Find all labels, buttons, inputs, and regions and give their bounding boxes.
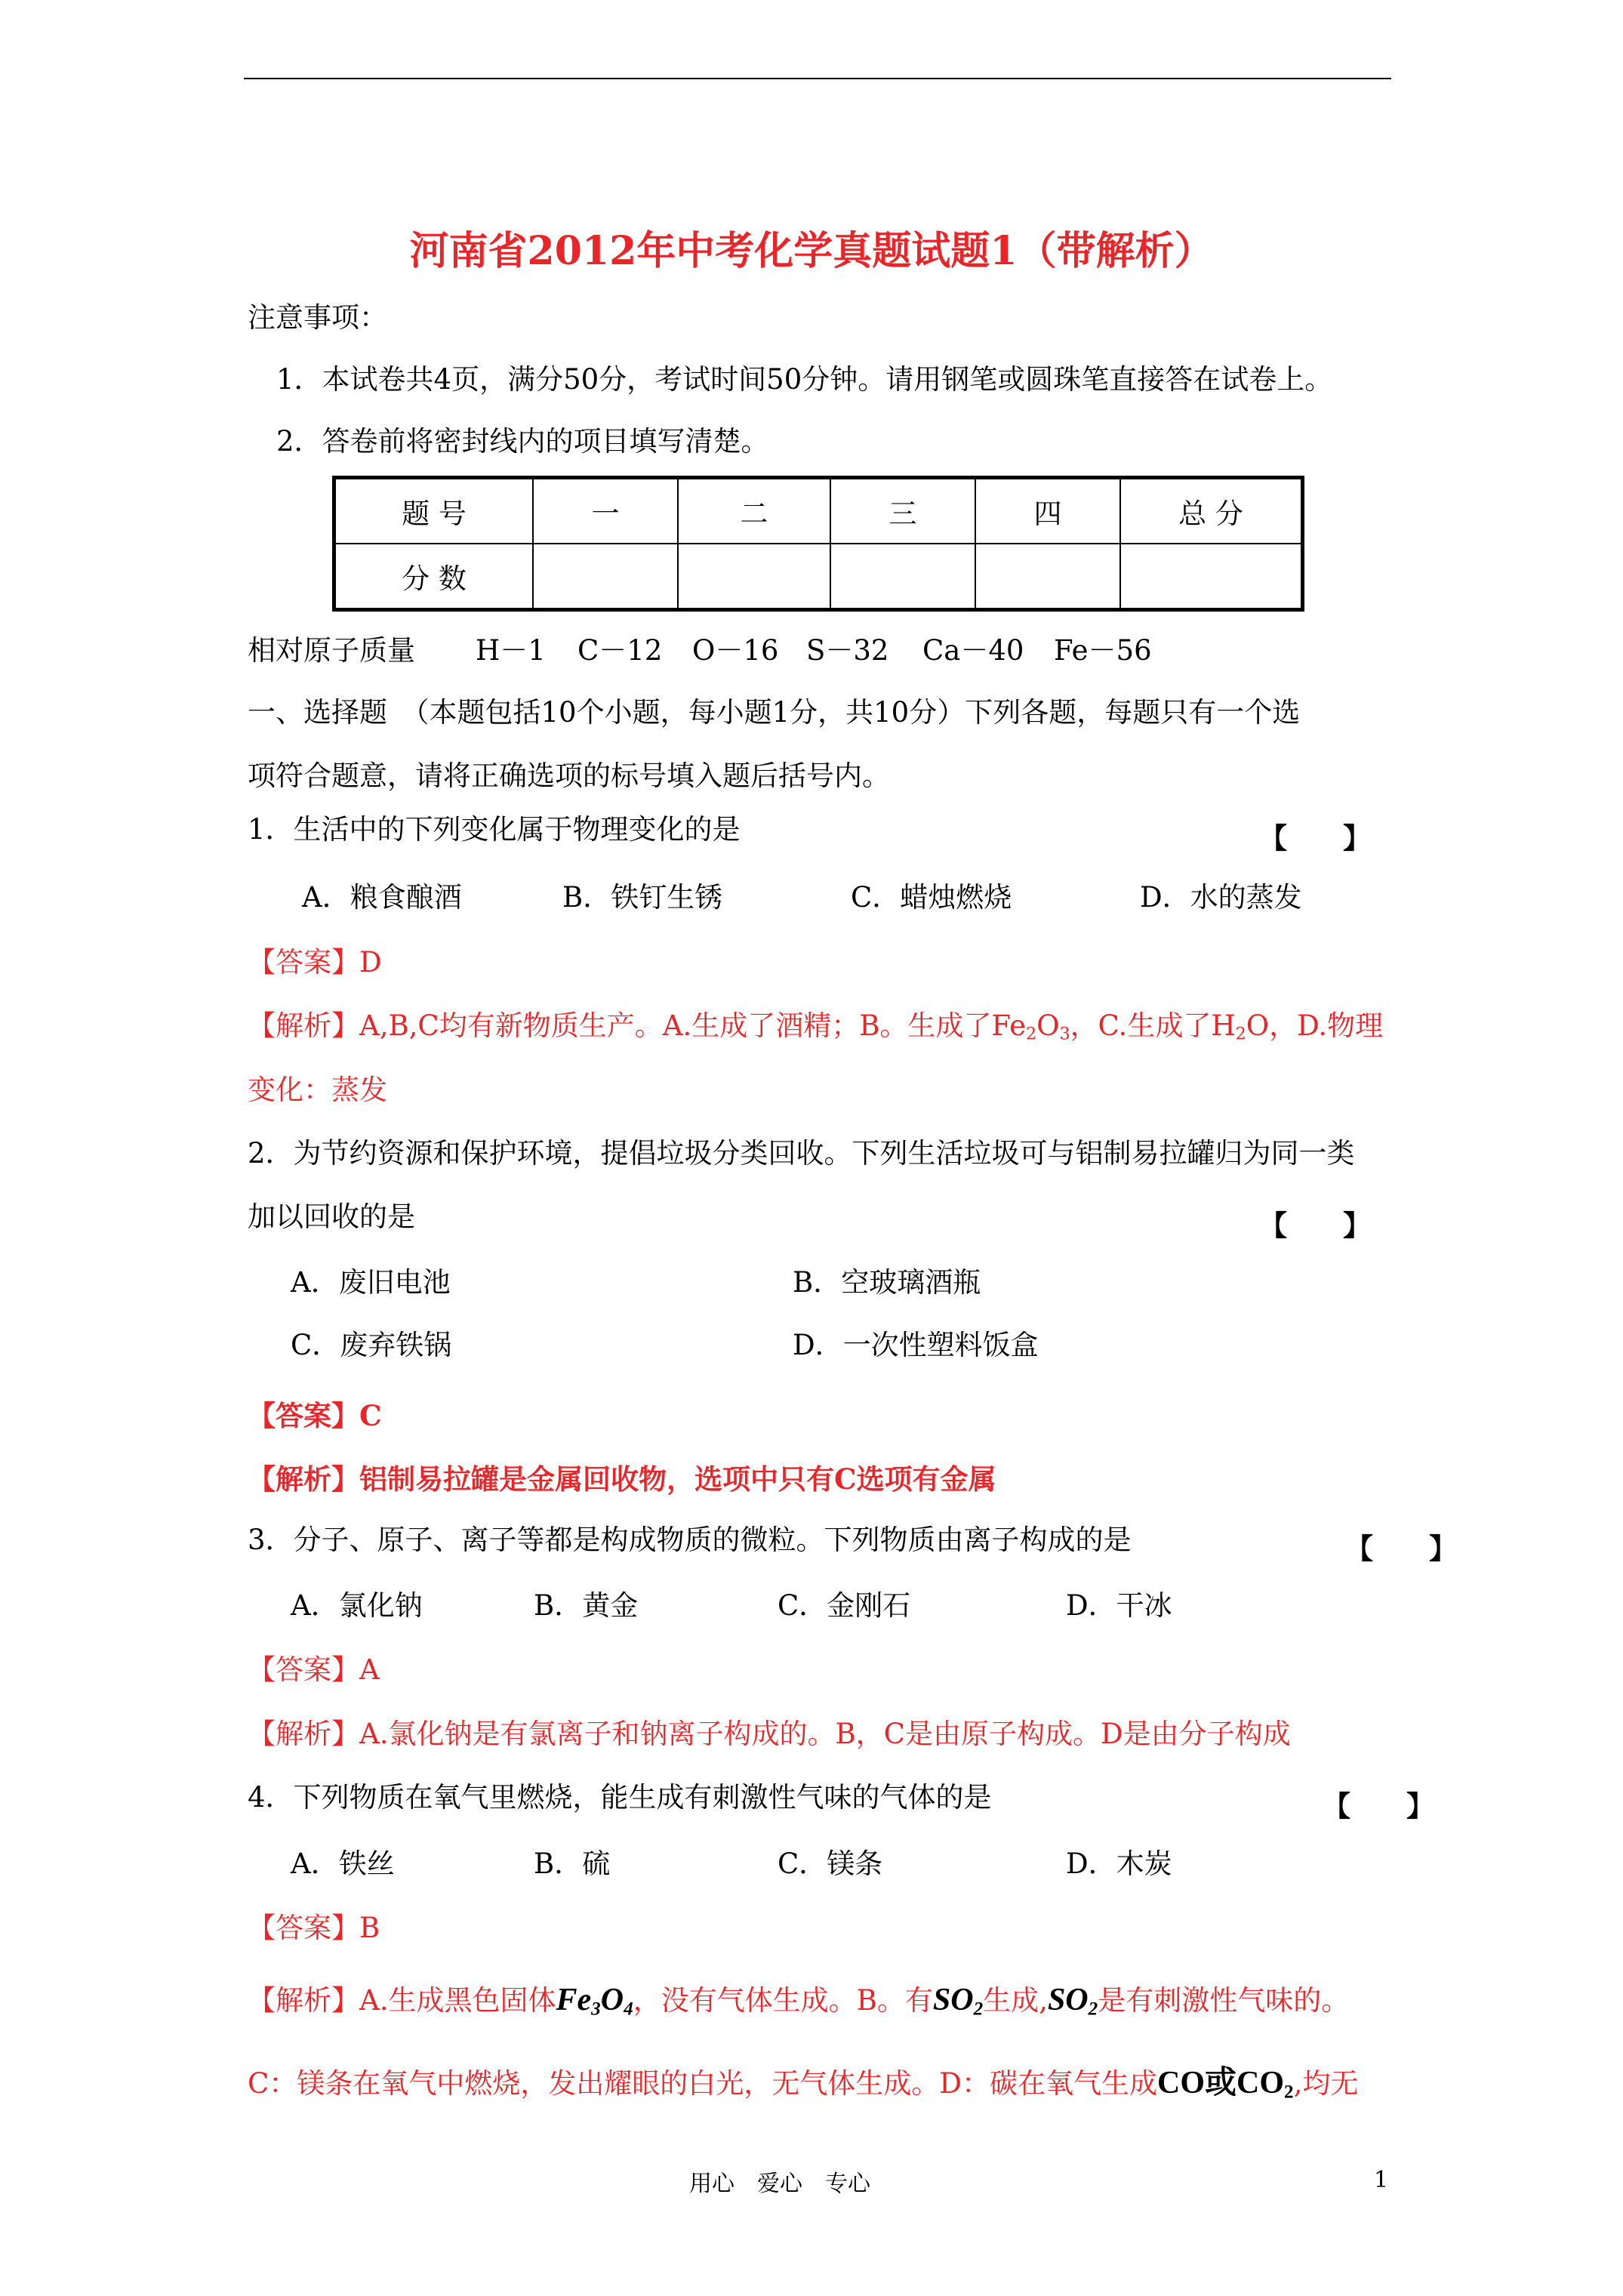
atomic-mass-item: Fe－56: [1054, 634, 1152, 667]
score-cell[interactable]: [830, 544, 975, 610]
q1-analysis: 【解析】A,B,C均有新物质生产。A.生成了酒精；B。生成了$Fe_2O_3$，C.生成了$H_2O$，D.物理: [248, 1009, 1384, 1044]
q2-stem-cont: 加以回收的是: [248, 1200, 415, 1233]
q3-answer: 【答案】A: [248, 1653, 380, 1686]
q4-analysis-cont: C：镁条在氧气中燃烧，发出耀眼的白光，无气体生成。D：碳在氧气生成CO或$CO_2$,均无: [248, 2066, 1359, 2103]
q3-option-c: C．金刚石: [778, 1589, 911, 1622]
formula-so2: $SO_2$: [932, 1983, 984, 2020]
score-table-score-row: [334, 544, 1303, 610]
q4-option-b: B．硫: [534, 1848, 611, 1880]
page-number: 1: [1374, 2167, 1389, 2193]
formula-h2o: $H_2O$: [1211, 1009, 1270, 1044]
q1-option-d: D．水的蒸发: [1140, 881, 1302, 914]
score-cell[interactable]: [975, 544, 1120, 610]
score-table-header: 三: [830, 478, 975, 544]
formula-co: CO: [1156, 2066, 1205, 2100]
q3-analysis: 【解析】A.氯化钠是有氯离子和钠离子构成的。B，C是由原子构成。D是由分子构成: [248, 1718, 1291, 1750]
q3-answer-bracket[interactable]: 【 】: [1345, 1532, 1457, 1565]
q3-option-a: A．氯化钠: [291, 1589, 423, 1622]
q1-analysis-text: 【解析】A,B,C均有新物质生产。A.生成了酒精；B。生成了: [248, 1009, 992, 1042]
q4-option-c: C．镁条: [778, 1848, 883, 1880]
score-table-header-row: [334, 478, 1303, 544]
q2-answer: 【答案】C: [248, 1399, 382, 1432]
q3-option-d: D．干冰: [1066, 1589, 1172, 1622]
section-1-instructions: 一、选择题 （本题包括10个小题，每小题1分，共10分）下列各题，每题只有一个选: [248, 696, 1301, 729]
section-1-instructions-cont: 项符合题意，请将正确选项的标号填入题后括号内。: [248, 760, 890, 792]
score-cell[interactable]: [678, 544, 830, 610]
q2-stem: 2．为节约资源和保护环境，提倡垃圾分类回收。下列生活垃圾可与铝制易拉罐归为同一类: [248, 1137, 1355, 1170]
q2-option-d: D．一次性塑料饭盒: [793, 1329, 1039, 1361]
formula-fe3o4: $Fe_3O_4$: [556, 1983, 633, 2020]
notice-heading: 注意事项：: [248, 301, 387, 334]
q2-option-c: C．废弃铁锅: [291, 1329, 452, 1361]
score-cell[interactable]: [533, 544, 678, 610]
atomic-mass-item: Ca－40: [922, 634, 1024, 667]
q1-option-c: C．蜡烛燃烧: [851, 881, 1012, 914]
atomic-mass-item: H－1: [476, 634, 546, 667]
q3-stem: 3．分子、原子、离子等都是构成物质的微粒。下列物质由离子构成的是: [248, 1524, 1132, 1556]
score-table-header: 题 号: [334, 478, 534, 544]
q4-answer: 【答案】B: [248, 1912, 380, 1944]
score-cell[interactable]: [1120, 544, 1303, 610]
q2-answer-bracket[interactable]: 【 】: [1259, 1209, 1371, 1242]
q1-option-b: B．铁钉生锈: [562, 881, 723, 914]
q2-option-a: A．废旧电池: [291, 1266, 451, 1299]
atomic-mass-label: 相对原子质量: [248, 634, 415, 667]
notice-item-1: 1．本试卷共4页，满分50分，考试时间50分钟。请用钢笔或圆珠笔直接答在试卷上。: [276, 363, 1333, 396]
formula-so2: $SO_2$: [1047, 1983, 1098, 2020]
q4-option-d: D．木炭: [1066, 1848, 1172, 1880]
header-rule: [244, 78, 1391, 79]
q4-option-a: A．铁丝: [291, 1848, 395, 1880]
formula-fe2o3: $Fe_2O_3$: [991, 1009, 1070, 1044]
q2-option-b: B．空玻璃酒瓶: [793, 1266, 981, 1299]
atomic-mass-item: C－12: [577, 634, 663, 667]
score-table-row-label: 分 数: [334, 544, 534, 610]
atomic-mass-item: S－32: [806, 634, 889, 667]
notice-item-2: 2．答卷前将密封线内的项目填写清楚。: [276, 425, 769, 458]
score-table-header: 四: [975, 478, 1120, 544]
score-table-header: 总 分: [1120, 478, 1303, 544]
score-table-header: 二: [678, 478, 830, 544]
score-table: [332, 476, 1304, 612]
q1-answer-bracket[interactable]: 【 】: [1259, 821, 1371, 855]
formula-co2: $CO_2$: [1236, 2066, 1294, 2103]
footer-motto: 用心 爱心 专心: [689, 2171, 870, 2197]
q1-stem: 1．生活中的下列变化属于物理变化的是: [248, 813, 741, 846]
q1-analysis-cont: 变化：蒸发: [248, 1074, 387, 1106]
q1-answer: 【答案】D: [248, 946, 382, 978]
score-table-header: 一: [533, 478, 678, 544]
q4-stem: 4．下列物质在氧气里燃烧，能生成有刺激性气味的气体的是: [248, 1781, 992, 1814]
q1-option-a: A．粮食酿酒: [302, 881, 462, 914]
document-title: 河南省2012年中考化学真题试题1（带解析）: [409, 228, 1214, 274]
q4-answer-bracket[interactable]: 【 】: [1323, 1789, 1434, 1823]
q4-analysis: 【解析】A.生成黑色固体$Fe_3O_4$，没有气体生成。B。有$SO_2$生成$,SO_2$是有刺激性气味的。: [248, 1983, 1350, 2020]
atomic-mass-item: O－16: [692, 634, 779, 667]
q3-option-b: B．黄金: [534, 1589, 639, 1622]
q2-analysis: 【解析】铝制易拉罐是金属回收物，选项中只有C选项有金属: [248, 1462, 996, 1496]
